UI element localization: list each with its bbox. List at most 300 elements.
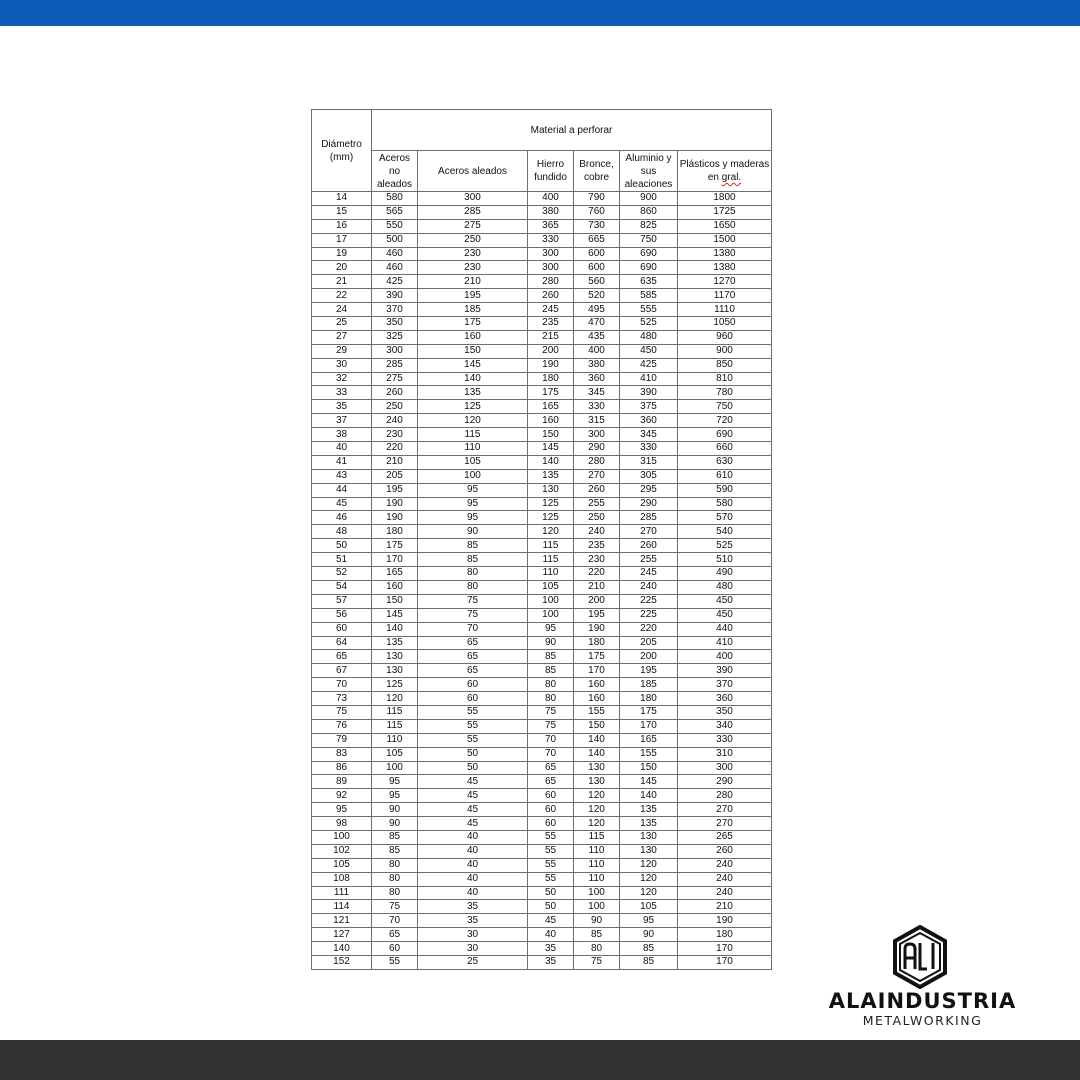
diameter-cell: 30	[312, 358, 372, 372]
speed-cell: 90	[620, 928, 678, 942]
speed-cell: 360	[574, 372, 620, 386]
speed-cell: 100	[528, 594, 574, 608]
speed-cell: 130	[574, 775, 620, 789]
speed-cell: 80	[528, 692, 574, 706]
speed-cell: 125	[372, 678, 418, 692]
speed-cell: 75	[528, 719, 574, 733]
speed-cell: 55	[528, 872, 574, 886]
speed-cell: 135	[620, 817, 678, 831]
speed-cell: 540	[678, 525, 772, 539]
speed-cell: 95	[418, 511, 528, 525]
diameter-cell: 92	[312, 789, 372, 803]
speed-cell: 80	[528, 678, 574, 692]
table-row	[312, 928, 772, 942]
speed-cell: 35	[418, 914, 528, 928]
speed-cell: 365	[528, 219, 574, 233]
speed-cell: 270	[678, 817, 772, 831]
diameter-cell: 19	[312, 247, 372, 261]
table-row	[312, 428, 772, 442]
speed-cell: 100	[418, 469, 528, 483]
speed-cell: 300	[418, 192, 528, 206]
speed-cell: 140	[372, 622, 418, 636]
speed-cell: 140	[418, 372, 528, 386]
speed-cell: 165	[620, 733, 678, 747]
diameter-cell: 83	[312, 747, 372, 761]
speed-cell: 790	[574, 192, 620, 206]
speed-cell: 130	[372, 664, 418, 678]
speed-cell: 960	[678, 330, 772, 344]
speed-cell: 380	[528, 205, 574, 219]
logo-name: ALAINDUSTRIA	[828, 989, 1017, 1013]
ali-emblem-icon	[892, 925, 948, 989]
speed-cell: 55	[418, 719, 528, 733]
speed-cell: 35	[528, 955, 574, 969]
speed-cell: 265	[678, 830, 772, 844]
speed-cell: 610	[678, 469, 772, 483]
table-row	[312, 372, 772, 386]
speed-cell: 65	[528, 761, 574, 775]
speed-cell: 60	[418, 678, 528, 692]
speed-cell: 780	[678, 386, 772, 400]
table-row	[312, 344, 772, 358]
speed-cell: 150	[372, 594, 418, 608]
speed-cell: 85	[574, 928, 620, 942]
speed-cell: 330	[528, 233, 574, 247]
table-row	[312, 761, 772, 775]
speed-cell: 160	[574, 678, 620, 692]
diameter-cell: 75	[312, 705, 372, 719]
speed-cell: 160	[574, 692, 620, 706]
table-row	[312, 719, 772, 733]
speed-cell: 290	[678, 775, 772, 789]
speed-cell: 120	[620, 886, 678, 900]
speed-cell: 295	[620, 483, 678, 497]
speed-cell: 180	[372, 525, 418, 539]
diameter-cell: 108	[312, 872, 372, 886]
cutting-speed-table-sheet	[311, 109, 771, 970]
speed-cell: 630	[678, 455, 772, 469]
speed-cell: 105	[372, 747, 418, 761]
speed-cell: 155	[620, 747, 678, 761]
speed-cell: 55	[418, 733, 528, 747]
speed-cell: 290	[620, 497, 678, 511]
diameter-cell: 22	[312, 289, 372, 303]
diameter-cell: 127	[312, 928, 372, 942]
speed-cell: 230	[372, 428, 418, 442]
speed-cell: 130	[620, 830, 678, 844]
speed-cell: 440	[678, 622, 772, 636]
speed-cell: 275	[418, 219, 528, 233]
speed-cell: 95	[528, 622, 574, 636]
speed-cell: 130	[528, 483, 574, 497]
speed-cell: 95	[620, 914, 678, 928]
speed-cell: 80	[372, 872, 418, 886]
speed-cell: 185	[620, 678, 678, 692]
table-body	[312, 192, 772, 970]
speed-cell: 490	[678, 567, 772, 581]
table-row	[312, 553, 772, 567]
speed-cell: 195	[372, 483, 418, 497]
speed-cell: 600	[574, 261, 620, 275]
speed-cell: 195	[620, 664, 678, 678]
speed-cell: 520	[574, 289, 620, 303]
speed-cell: 40	[418, 872, 528, 886]
table-row	[312, 386, 772, 400]
speed-cell: 205	[372, 469, 418, 483]
speed-cell: 570	[678, 511, 772, 525]
speed-cell: 90	[528, 636, 574, 650]
bottom-banner	[0, 1040, 1080, 1080]
speed-cell: 80	[418, 567, 528, 581]
speed-cell: 240	[678, 886, 772, 900]
diameter-cell: 152	[312, 955, 372, 969]
speed-cell: 45	[418, 817, 528, 831]
speed-cell: 120	[574, 789, 620, 803]
speed-cell: 220	[620, 622, 678, 636]
speed-cell: 1725	[678, 205, 772, 219]
header-bronce-cobre: Bronce, cobre	[574, 151, 620, 192]
speed-cell: 230	[418, 247, 528, 261]
speed-cell: 165	[372, 567, 418, 581]
speed-cell: 80	[574, 942, 620, 956]
header-aceros-no-aleados: Aceros no aleados	[372, 151, 418, 192]
diameter-cell: 40	[312, 442, 372, 456]
speed-cell: 90	[372, 803, 418, 817]
speed-cell: 460	[372, 247, 418, 261]
speed-cell: 230	[418, 261, 528, 275]
speed-cell: 410	[620, 372, 678, 386]
diameter-cell: 20	[312, 261, 372, 275]
speed-cell: 580	[372, 192, 418, 206]
speed-cell: 50	[528, 900, 574, 914]
speed-cell: 300	[528, 247, 574, 261]
speed-cell: 55	[528, 858, 574, 872]
speed-cell: 300	[372, 344, 418, 358]
speed-cell: 290	[574, 442, 620, 456]
speed-cell: 690	[620, 247, 678, 261]
table-row	[312, 914, 772, 928]
speed-cell: 260	[620, 539, 678, 553]
speed-cell: 260	[528, 289, 574, 303]
diameter-cell: 27	[312, 330, 372, 344]
speed-cell: 115	[372, 719, 418, 733]
speed-cell: 35	[528, 942, 574, 956]
speed-cell: 70	[528, 733, 574, 747]
speed-cell: 275	[372, 372, 418, 386]
speed-cell: 140	[574, 733, 620, 747]
speed-cell: 190	[678, 914, 772, 928]
speed-cell: 180	[620, 692, 678, 706]
speed-cell: 130	[620, 844, 678, 858]
speed-cell: 305	[620, 469, 678, 483]
speed-cell: 80	[372, 858, 418, 872]
speed-cell: 145	[528, 442, 574, 456]
speed-cell: 40	[418, 858, 528, 872]
speed-cell: 400	[678, 650, 772, 664]
speed-cell: 340	[678, 719, 772, 733]
table-row	[312, 955, 772, 969]
speed-cell: 80	[418, 580, 528, 594]
diameter-cell: 57	[312, 594, 372, 608]
speed-cell: 730	[574, 219, 620, 233]
speed-cell: 325	[372, 330, 418, 344]
table-row	[312, 289, 772, 303]
speed-cell: 310	[678, 747, 772, 761]
speed-cell: 60	[528, 817, 574, 831]
table-row	[312, 539, 772, 553]
table-row	[312, 469, 772, 483]
speed-cell: 390	[620, 386, 678, 400]
speed-cell: 210	[678, 900, 772, 914]
speed-cell: 60	[528, 789, 574, 803]
speed-cell: 35	[418, 900, 528, 914]
diameter-cell: 46	[312, 511, 372, 525]
speed-cell: 45	[528, 914, 574, 928]
table-row	[312, 511, 772, 525]
speed-cell: 125	[418, 400, 528, 414]
speed-cell: 190	[528, 358, 574, 372]
speed-cell: 195	[418, 289, 528, 303]
speed-cell: 40	[418, 886, 528, 900]
diameter-cell: 29	[312, 344, 372, 358]
speed-cell: 170	[372, 553, 418, 567]
speed-cell: 50	[528, 886, 574, 900]
speed-cell: 860	[620, 205, 678, 219]
speed-cell: 300	[574, 428, 620, 442]
table-row	[312, 664, 772, 678]
table-row	[312, 608, 772, 622]
table-row	[312, 830, 772, 844]
speed-cell: 660	[678, 442, 772, 456]
speed-cell: 1050	[678, 317, 772, 331]
speed-cell: 160	[418, 330, 528, 344]
diameter-cell: 98	[312, 817, 372, 831]
speed-cell: 250	[418, 233, 528, 247]
speed-cell: 125	[528, 497, 574, 511]
speed-cell: 260	[678, 844, 772, 858]
speed-cell: 460	[372, 261, 418, 275]
speed-cell: 375	[620, 400, 678, 414]
diameter-cell: 140	[312, 942, 372, 956]
speed-cell: 1650	[678, 219, 772, 233]
diameter-cell: 79	[312, 733, 372, 747]
speed-cell: 850	[678, 358, 772, 372]
speed-cell: 255	[620, 553, 678, 567]
speed-cell: 280	[678, 789, 772, 803]
speed-cell: 750	[620, 233, 678, 247]
speed-cell: 180	[678, 928, 772, 942]
speed-cell: 45	[418, 775, 528, 789]
table-row	[312, 886, 772, 900]
table-row	[312, 900, 772, 914]
speed-cell: 100	[574, 900, 620, 914]
speed-cell: 170	[620, 719, 678, 733]
diameter-cell: 24	[312, 303, 372, 317]
speed-cell: 55	[528, 844, 574, 858]
diameter-cell: 86	[312, 761, 372, 775]
table-row	[312, 455, 772, 469]
speed-cell: 750	[678, 400, 772, 414]
speed-cell: 75	[418, 608, 528, 622]
speed-cell: 245	[620, 567, 678, 581]
speed-cell: 690	[678, 428, 772, 442]
table-row	[312, 692, 772, 706]
speed-cell: 90	[372, 817, 418, 831]
speed-cell: 180	[574, 636, 620, 650]
speed-cell: 1270	[678, 275, 772, 289]
speed-cell: 135	[528, 469, 574, 483]
table-row	[312, 192, 772, 206]
speed-cell: 140	[620, 789, 678, 803]
diameter-cell: 102	[312, 844, 372, 858]
speed-cell: 90	[418, 525, 528, 539]
speed-cell: 435	[574, 330, 620, 344]
speed-cell: 75	[372, 900, 418, 914]
speed-cell: 65	[528, 775, 574, 789]
speed-cell: 280	[574, 455, 620, 469]
speed-cell: 270	[678, 803, 772, 817]
speed-cell: 75	[574, 955, 620, 969]
speed-cell: 400	[574, 344, 620, 358]
header-hierro-fundido: Hierro fundido	[528, 151, 574, 192]
diameter-cell: 16	[312, 219, 372, 233]
speed-cell: 110	[574, 844, 620, 858]
diameter-cell: 48	[312, 525, 372, 539]
table-row	[312, 247, 772, 261]
diameter-cell: 105	[312, 858, 372, 872]
speed-cell: 110	[372, 733, 418, 747]
speed-cell: 55	[528, 830, 574, 844]
speed-cell: 240	[678, 872, 772, 886]
diameter-cell: 38	[312, 428, 372, 442]
diameter-cell: 70	[312, 678, 372, 692]
table-row	[312, 775, 772, 789]
speed-cell: 85	[418, 539, 528, 553]
speed-cell: 115	[372, 705, 418, 719]
speed-cell: 80	[372, 886, 418, 900]
diameter-cell: 54	[312, 580, 372, 594]
speed-cell: 280	[528, 275, 574, 289]
diameter-cell: 25	[312, 317, 372, 331]
diameter-cell: 60	[312, 622, 372, 636]
table-row	[312, 858, 772, 872]
speed-cell: 85	[528, 650, 574, 664]
speed-cell: 190	[372, 511, 418, 525]
speed-cell: 300	[528, 261, 574, 275]
speed-cell: 1800	[678, 192, 772, 206]
speed-cell: 190	[372, 497, 418, 511]
speed-cell: 120	[372, 692, 418, 706]
speed-cell: 370	[372, 303, 418, 317]
header-material-group: Material a perforar	[372, 110, 772, 151]
table-row	[312, 678, 772, 692]
speed-cell: 480	[678, 580, 772, 594]
speed-cell: 1110	[678, 303, 772, 317]
speed-cell: 635	[620, 275, 678, 289]
speed-cell: 235	[528, 317, 574, 331]
logo-subtitle: METALWORKING	[862, 1013, 983, 1028]
speed-cell: 105	[620, 900, 678, 914]
diameter-cell: 64	[312, 636, 372, 650]
speed-cell: 250	[574, 511, 620, 525]
speed-cell: 50	[418, 747, 528, 761]
speed-cell: 115	[574, 830, 620, 844]
speed-cell: 225	[620, 608, 678, 622]
speed-cell: 60	[372, 942, 418, 956]
speed-cell: 665	[574, 233, 620, 247]
diameter-cell: 114	[312, 900, 372, 914]
alaindustria-logo	[800, 923, 1045, 1028]
speed-cell: 390	[678, 664, 772, 678]
speed-cell: 110	[528, 567, 574, 581]
speed-cell: 25	[418, 955, 528, 969]
speed-cell: 500	[372, 233, 418, 247]
speed-cell: 70	[418, 622, 528, 636]
speed-cell: 410	[678, 636, 772, 650]
speed-cell: 350	[372, 317, 418, 331]
speed-cell: 380	[574, 358, 620, 372]
diameter-cell: 51	[312, 553, 372, 567]
table-row	[312, 817, 772, 831]
diameter-cell: 44	[312, 483, 372, 497]
speed-cell: 110	[418, 442, 528, 456]
speed-cell: 810	[678, 372, 772, 386]
table-row	[312, 844, 772, 858]
diameter-cell: 100	[312, 830, 372, 844]
speed-cell: 130	[574, 761, 620, 775]
speed-cell: 85	[418, 553, 528, 567]
speed-cell: 75	[528, 705, 574, 719]
diameter-cell: 33	[312, 386, 372, 400]
cutting-speed-table	[311, 109, 772, 970]
speed-cell: 125	[528, 511, 574, 525]
speed-cell: 65	[372, 928, 418, 942]
speed-cell: 40	[528, 928, 574, 942]
speed-cell: 205	[620, 636, 678, 650]
speed-cell: 590	[678, 483, 772, 497]
table-row	[312, 636, 772, 650]
header-plasticos-maderas	[678, 151, 772, 192]
diameter-cell: 76	[312, 719, 372, 733]
speed-cell: 65	[418, 650, 528, 664]
speed-cell: 175	[620, 705, 678, 719]
speed-cell: 180	[528, 372, 574, 386]
speed-cell: 115	[528, 539, 574, 553]
speed-cell: 65	[418, 636, 528, 650]
speed-cell: 1380	[678, 261, 772, 275]
speed-cell: 105	[418, 455, 528, 469]
speed-cell: 85	[528, 664, 574, 678]
speed-cell: 250	[372, 400, 418, 414]
speed-cell: 550	[372, 219, 418, 233]
table-row	[312, 400, 772, 414]
diameter-cell: 56	[312, 608, 372, 622]
speed-cell: 525	[678, 539, 772, 553]
speed-cell: 360	[678, 692, 772, 706]
table-row	[312, 872, 772, 886]
speed-cell: 95	[372, 775, 418, 789]
speed-cell: 95	[372, 789, 418, 803]
table-row	[312, 497, 772, 511]
speed-cell: 565	[372, 205, 418, 219]
speed-cell: 85	[372, 844, 418, 858]
speed-cell: 155	[574, 705, 620, 719]
speed-cell: 100	[528, 608, 574, 622]
speed-cell: 190	[574, 622, 620, 636]
speed-cell: 240	[574, 525, 620, 539]
speed-cell: 30	[418, 942, 528, 956]
diameter-cell: 45	[312, 497, 372, 511]
